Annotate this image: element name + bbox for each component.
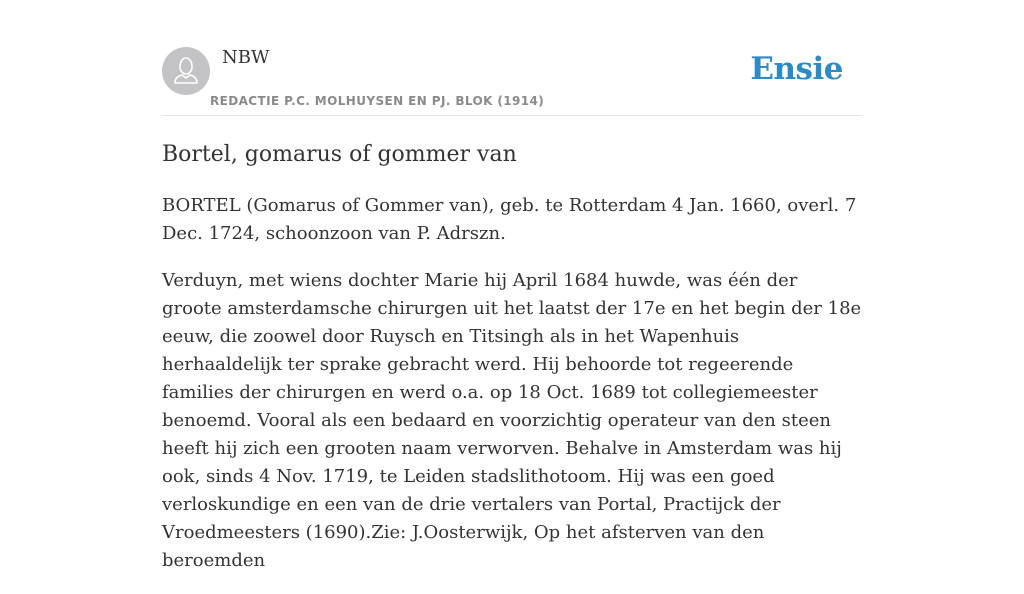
source-name[interactable]: NBW (222, 47, 270, 68)
page-title: Bortel, gomarus of gommer van (162, 142, 517, 167)
source-header (162, 0, 862, 116)
brand-logo[interactable]: Ensie (750, 51, 843, 87)
page (162, 0, 862, 571)
article-paragraph: Verduyn, met wiens dochter Marie hij April 1684 huwde, was één der groote amsterdamsche chirurgen uit het laatst der 17e en het begin der 18e eeuw, die zoowel door Ruysch en Titsingh als in het Wapenhuis herhaaldelijk ter sprake gebracht werd. Hij behoorde tot regeerende families der chirurgen en werd o.a. op 18 Oct. 1689 tot collegiemeester benoemd. Vooral als een bedaard en voorzichtig operateur van den steen heeft hij zich een grooten naam verworven. Behalve in Amsterdam was hij ook, sinds 4 Nov. 1719, te Leiden stadslithotoom. Hij was een goed verloskundige en een van de drie vertalers van Portal, Practijck der Vroedmeesters (1690).Zie: J.Oosterwijk, Op het afsterven van den beroemden (162, 270, 862, 571)
article-paragraph: BORTEL (Gomarus of Gommer van), geb. te Rotterdam 4 Jan. 1660, overl. 7 Dec. 1724, schoonzoon van P. Adrszn. (162, 195, 857, 244)
user-icon (162, 47, 210, 95)
article-body (162, 192, 862, 594)
source-subtitle: REDACTIE P.C. MOLHUYSEN EN PJ. BLOK (1914) (210, 94, 545, 108)
source-avatar[interactable] (162, 47, 210, 95)
